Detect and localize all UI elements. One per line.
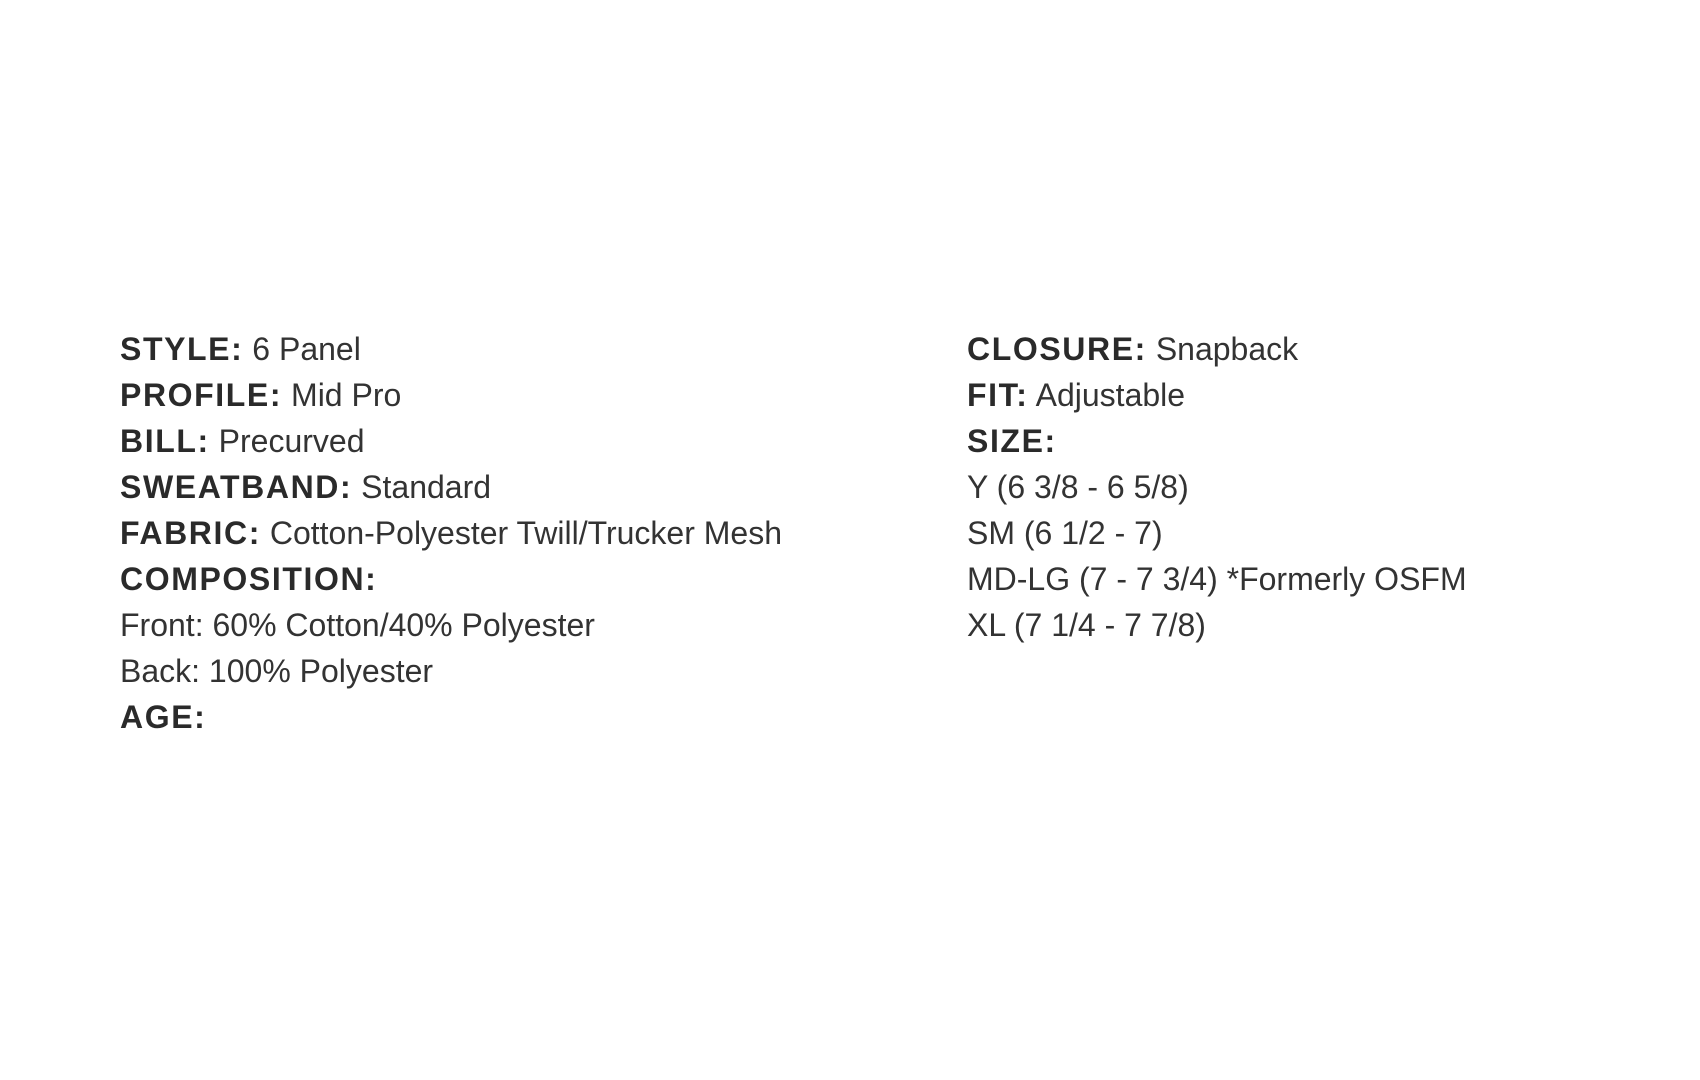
spec-fit-value: Adjustable — [1035, 377, 1186, 413]
spec-closure — [967, 326, 1667, 372]
spec-profile — [120, 372, 940, 418]
spec-composition-back-value: Back: 100% Polyester — [120, 653, 434, 689]
spec-fit — [967, 372, 1667, 418]
product-specs — [0, 326, 1700, 746]
spec-composition — [120, 556, 940, 602]
spec-sweatband — [120, 464, 940, 510]
spec-sweatband-label: SWEATBAND: — [120, 469, 353, 505]
spec-size-y-value: Y (6 3/8 - 6 5/8) — [967, 469, 1189, 505]
spec-composition-front — [120, 602, 940, 648]
specs-left-column — [120, 326, 940, 740]
spec-bill-value: Precurved — [218, 423, 365, 459]
spec-age — [120, 694, 940, 740]
specs-right-column — [967, 326, 1667, 648]
spec-size-xl-value: XL (7 1/4 - 7 7/8) — [967, 607, 1206, 643]
spec-style — [120, 326, 940, 372]
spec-fabric-value: Cotton-Polyester Twill/Trucker Mesh — [269, 515, 783, 551]
spec-closure-label: CLOSURE: — [967, 331, 1147, 367]
spec-closure-value: Snapback — [1155, 331, 1299, 367]
spec-size-md-lg — [967, 556, 1667, 602]
spec-size-y — [967, 464, 1667, 510]
spec-size-sm — [967, 510, 1667, 556]
spec-profile-label: PROFILE: — [120, 377, 283, 413]
spec-size-xl — [967, 602, 1667, 648]
spec-style-label: STYLE: — [120, 331, 244, 367]
spec-bill-label: BILL: — [120, 423, 210, 459]
spec-profile-value: Mid Pro — [291, 377, 402, 413]
spec-bill — [120, 418, 940, 464]
spec-composition-label: COMPOSITION: — [120, 561, 378, 597]
spec-age-label: AGE: — [120, 699, 207, 735]
spec-size-md-lg-value: MD-LG (7 - 7 3/4) *Formerly OSFM — [967, 561, 1467, 597]
spec-fabric-label: FABRIC: — [120, 515, 261, 551]
spec-composition-back — [120, 648, 940, 694]
spec-size — [967, 418, 1667, 464]
spec-composition-front-value: Front: 60% Cotton/40% Polyester — [120, 607, 595, 643]
spec-size-label: SIZE: — [967, 423, 1057, 459]
spec-fabric — [120, 510, 940, 556]
spec-sweatband-value: Standard — [361, 469, 492, 505]
spec-fit-label: FIT: — [967, 377, 1029, 413]
spec-style-value: 6 Panel — [252, 331, 361, 367]
spec-size-sm-value: SM (6 1/2 - 7) — [967, 515, 1163, 551]
